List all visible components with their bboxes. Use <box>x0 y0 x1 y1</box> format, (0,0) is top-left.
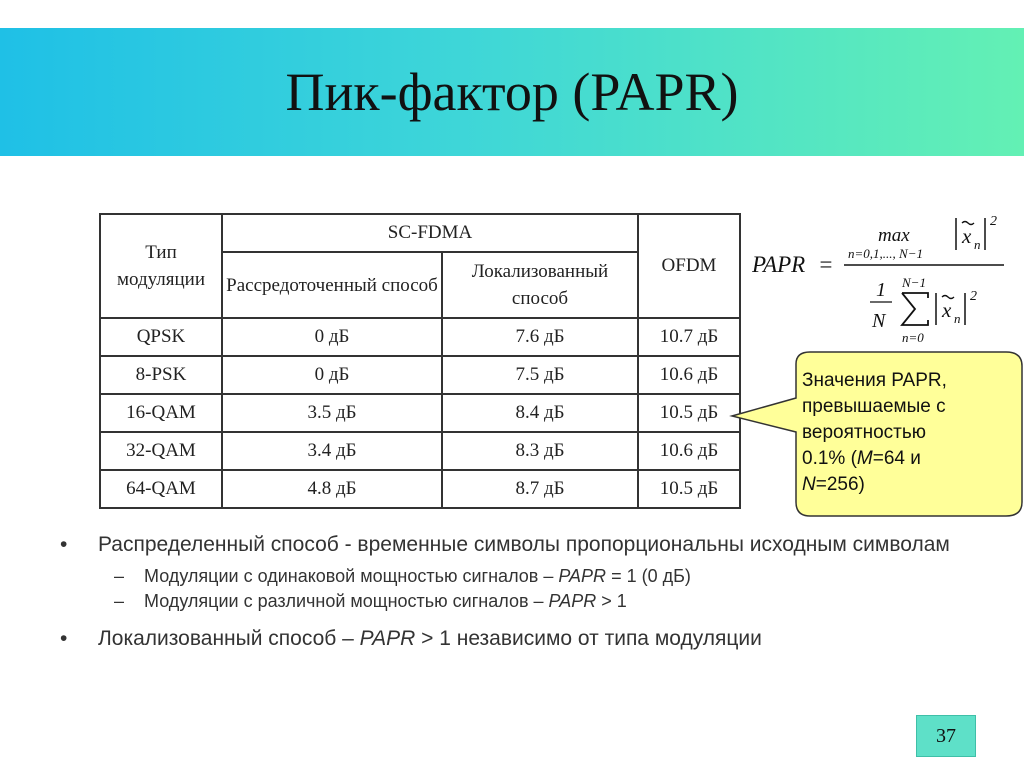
sum-lower: n=0 <box>902 330 924 345</box>
formula-x: x <box>962 224 972 248</box>
table-row <box>100 356 740 394</box>
header-mod-type: Тип модуляции <box>100 214 222 318</box>
sub-bullet-item: – Модуляции с одинаковой мощностью сигналов – PAPR = 1 (0 дБ) <box>60 564 960 589</box>
sub-bullet-item: – Модуляции с различной мощностью сигналов – PAPR > 1 <box>60 589 960 614</box>
cell-loc: 7.5 дБ <box>442 356 638 394</box>
dash-icon: – <box>114 591 125 611</box>
cell-mod: 8-PSK <box>100 356 222 394</box>
slide-title: Пик-фактор (PAPR) <box>285 62 739 122</box>
cell-mod: QPSK <box>100 318 222 356</box>
page-number: 37 <box>916 715 976 757</box>
bullet-dot-icon: • <box>60 533 68 556</box>
cell-dist: 4.8 дБ <box>222 470 442 508</box>
bullet-dot-icon: • <box>60 627 68 650</box>
table-row <box>100 394 740 432</box>
callout-line: 0.1% (M=64 и <box>802 448 921 469</box>
formula-N: N <box>872 310 886 332</box>
cell-dist: 0 дБ <box>222 356 442 394</box>
cell-loc: 8.7 дБ <box>442 470 638 508</box>
cell-loc: 8.3 дБ <box>442 432 638 470</box>
header-scfdma: SC-FDMA <box>222 214 638 252</box>
cell-ofdm: 10.5 дБ <box>638 394 740 432</box>
sum-upper: N−1 <box>902 275 926 290</box>
cell-mod: 32-QAM <box>100 432 222 470</box>
header-ofdm: OFDM <box>638 214 740 318</box>
cell-mod: 64-QAM <box>100 470 222 508</box>
bullet-item: • Распределенный способ - временные символы пропорциональны исходным символам <box>60 533 950 556</box>
papr-formula <box>752 205 1018 355</box>
formula-x: x <box>942 298 952 322</box>
formula-square: 2 <box>970 289 977 304</box>
cell-ofdm: 10.7 дБ <box>638 318 740 356</box>
table-row <box>100 470 740 508</box>
formula-square: 2 <box>990 214 997 229</box>
formula-one: 1 <box>876 279 886 301</box>
formula-lhs: PAPR <box>752 252 806 277</box>
cell-dist: 0 дБ <box>222 318 442 356</box>
header-distributed: Рассредоточенный способ <box>222 252 442 318</box>
formula-svg <box>752 205 1018 355</box>
formula-n-sub: n <box>954 311 961 326</box>
header-localized: Локализованный способ <box>442 252 638 318</box>
callout-text <box>802 368 1002 498</box>
callout-line: Значения PAPR, <box>802 370 947 391</box>
bullet-list <box>60 532 960 652</box>
dash-icon: – <box>114 566 125 586</box>
callout-line: вероятностью <box>802 422 926 443</box>
cell-dist: 3.4 дБ <box>222 432 442 470</box>
formula-max-subscript: n=0,1,..., N−1 <box>848 246 923 261</box>
cell-ofdm: 10.6 дБ <box>638 432 740 470</box>
cell-dist: 3.5 дБ <box>222 394 442 432</box>
formula-max: max <box>878 225 910 246</box>
formula-equals: = <box>818 252 834 277</box>
formula-n-sub: n <box>974 237 981 252</box>
title-bar <box>0 28 1024 156</box>
sum-sign-icon <box>902 293 928 325</box>
cell-loc: 7.6 дБ <box>442 318 638 356</box>
cell-mod: 16-QAM <box>100 394 222 432</box>
bullet-item: • Локализованный способ – PAPR > 1 независимо от типа модуляции <box>60 627 762 650</box>
cell-loc: 8.4 дБ <box>442 394 638 432</box>
cell-ofdm: 10.5 дБ <box>638 470 740 508</box>
callout-line: N=256) <box>802 474 865 495</box>
table-row <box>100 318 740 356</box>
table-row <box>100 432 740 470</box>
papr-table <box>99 213 741 509</box>
callout-line: превышаемые с <box>802 396 946 417</box>
cell-ofdm: 10.6 дБ <box>638 356 740 394</box>
